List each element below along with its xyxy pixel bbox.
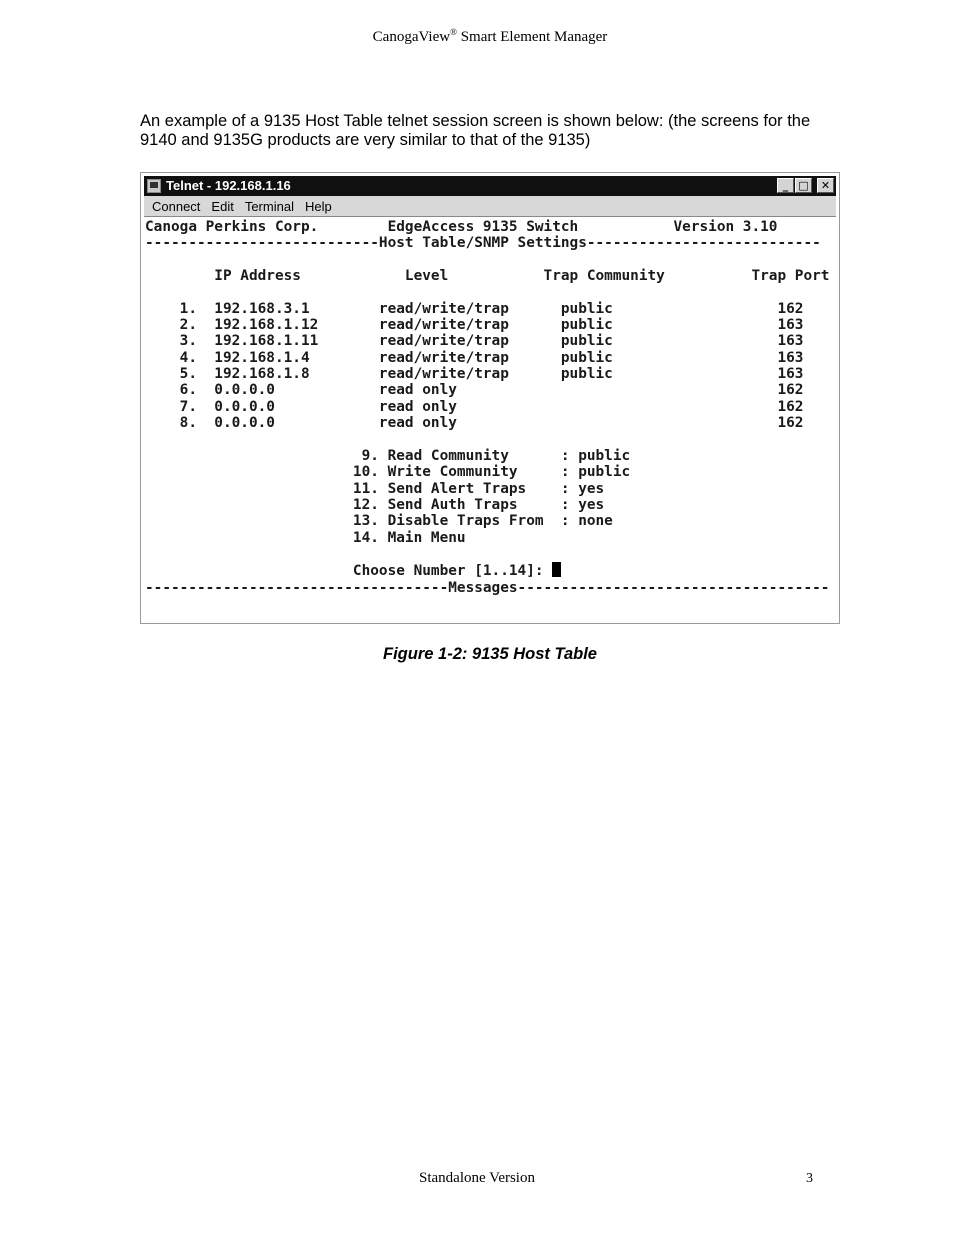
terminal-line: 13. Disable Traps From : none [145, 513, 613, 530]
figure-caption: Figure 1-2: 9135 Host Table [383, 645, 597, 663]
menu-bar [144, 196, 836, 216]
footer-label: Standalone Version [419, 1170, 535, 1186]
messages-divider: -----------------------------------Messages------------------------------------ [145, 579, 830, 596]
window-title: Telnet - 192.168.1.16 [166, 178, 291, 193]
menu-edit[interactable]: Edit [211, 198, 234, 214]
terminal-line: 3. 192.168.1.11 read/write/trap public 163 [145, 333, 804, 350]
minimize-button[interactable]: _ [777, 178, 794, 193]
menu-terminal[interactable]: Terminal [244, 198, 294, 214]
terminal-line: 8. 0.0.0.0 read only 162 [145, 415, 804, 432]
terminal-line: ---------------------------Host Table/SNMP Settings--------------------------- [145, 235, 821, 252]
terminal-screen[interactable] [144, 216, 836, 620]
terminal-line: 7. 0.0.0.0 read only 162 [145, 398, 804, 415]
terminal-line: 5. 192.168.1.8 read/write/trap public 163 [145, 366, 804, 383]
terminal-line: 14. Main Menu [145, 529, 466, 546]
page-number: 3 [806, 1171, 813, 1186]
terminal-line: 11. Send Alert Traps : yes [145, 480, 605, 497]
close-button[interactable]: ✕ [817, 178, 834, 193]
terminal-text [145, 219, 829, 596]
window-controls [777, 178, 834, 193]
menu-help[interactable]: Help [304, 198, 332, 214]
registered-mark: ® [450, 27, 457, 37]
terminal-line: 1. 192.168.3.1 read/write/trap public 162 [145, 300, 804, 317]
terminal-line: 12. Send Auth Traps : yes [145, 496, 605, 513]
terminal-line: 10. Write Community : public [145, 464, 631, 481]
header-rest: Smart Element Manager [456, 29, 608, 45]
telnet-app-icon [147, 179, 161, 193]
maximize-button[interactable]: □ [795, 178, 812, 193]
choose-number-prompt: Choose Number [1..14]: [145, 563, 553, 580]
page-header [0, 27, 954, 46]
terminal-cursor [552, 562, 561, 577]
window-titlebar[interactable] [144, 176, 836, 196]
telnet-window [140, 172, 840, 624]
terminal-line: 9. Read Community : public [145, 447, 631, 464]
menu-connect[interactable]: Connect [152, 198, 201, 214]
terminal-line: 6. 0.0.0.0 read only 162 [145, 382, 804, 399]
header-product: CanogaView [372, 29, 451, 45]
terminal-line: Canoga Perkins Corp. EdgeAccess 9135 Switch Version 3.10 [145, 219, 778, 235]
terminal-line: IP Address Level Trap Community Trap Port [145, 268, 830, 285]
terminal-line: 4. 192.168.1.4 read/write/trap public 163 [145, 349, 804, 366]
terminal-line: 2. 192.168.1.12 read/write/trap public 163 [145, 317, 804, 334]
intro-paragraph: An example of a 9135 Host Table telnet session screen is shown below: (the screens for the 9140 and 9135G products are very similar to that of the 9135) [140, 112, 811, 149]
